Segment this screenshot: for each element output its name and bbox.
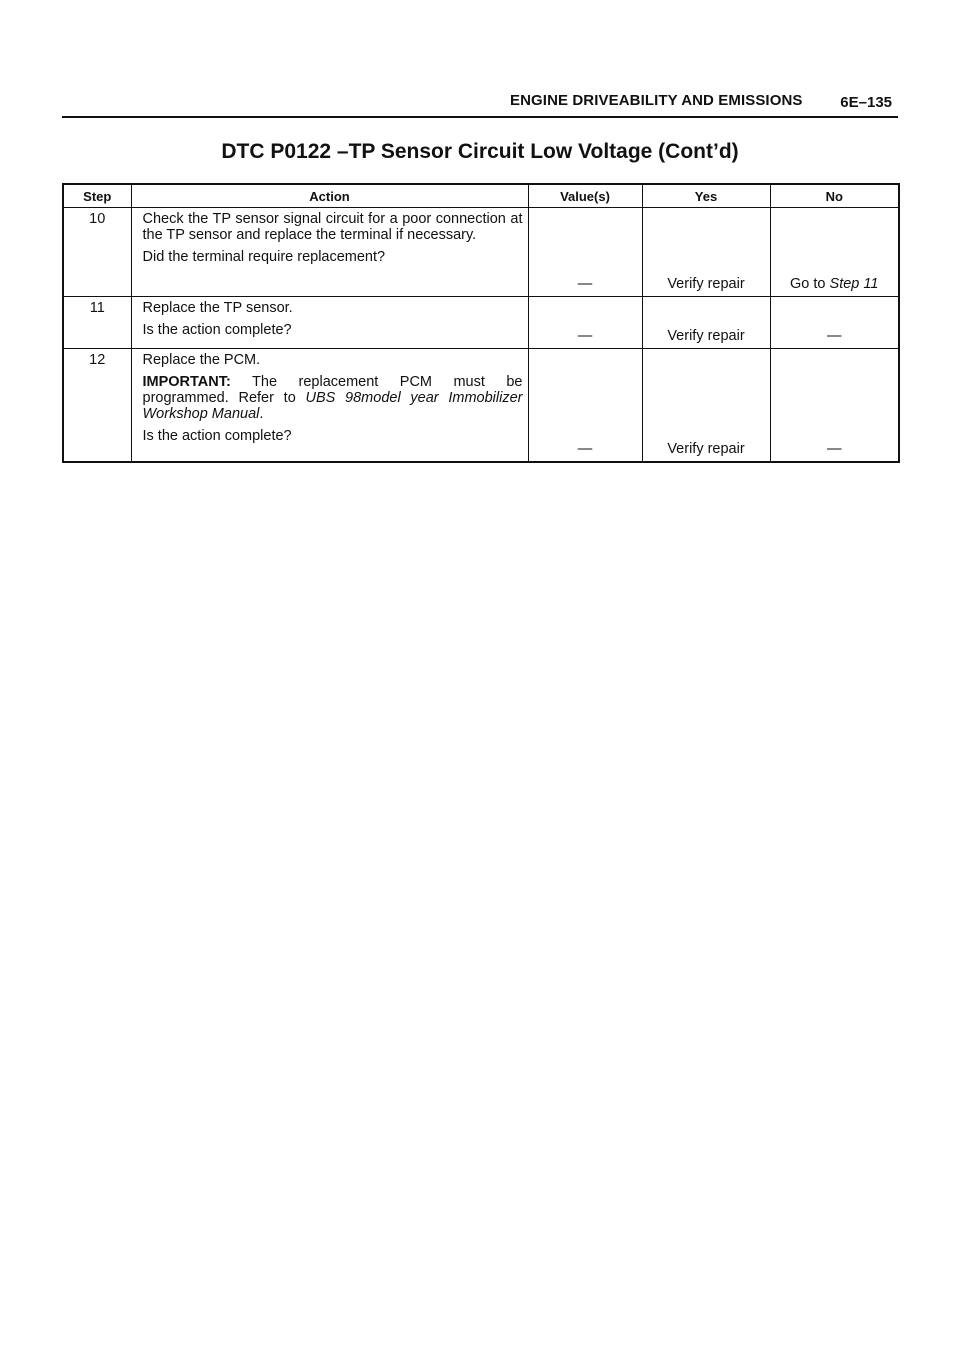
important-label: IMPORTANT: — [142, 374, 231, 390]
table-header-row — [63, 184, 899, 208]
action-instruction: Check the TP sensor signal circuit for a poor connection at the TP sensor and replace the terminal if necessary. — [142, 211, 523, 243]
table-row — [63, 297, 899, 349]
value-cell: — — [528, 349, 642, 462]
no-cell: — — [770, 349, 899, 462]
no-cell — [770, 208, 899, 297]
important-note — [143, 374, 523, 422]
section-title: ENGINE DRIVEABILITY AND EMISSIONS — [510, 92, 803, 109]
diagnostic-table — [62, 183, 900, 463]
yes-cell: Verify repair — [642, 349, 770, 462]
step-reference-link[interactable]: Step 11 — [829, 276, 879, 292]
value-cell: — — [528, 208, 642, 297]
step-number: 11 — [63, 297, 131, 349]
action-question: Is the action complete? — [142, 322, 292, 338]
column-header-action: Action — [131, 184, 528, 208]
no-cell: — — [770, 297, 899, 349]
action-cell — [131, 349, 528, 462]
step-number: 10 — [63, 208, 131, 297]
action-question: Did the terminal require replacement? — [142, 249, 386, 265]
column-header-step: Step — [63, 184, 131, 208]
yes-cell: Verify repair — [642, 297, 770, 349]
column-header-values: Value(s) — [528, 184, 642, 208]
column-header-no: No — [770, 184, 899, 208]
important-end: . — [259, 406, 264, 422]
action-cell — [131, 297, 528, 349]
value-cell: — — [528, 297, 642, 349]
action-question: Is the action complete? — [142, 428, 292, 444]
no-prefix: Go to — [790, 276, 830, 292]
manual-reference: UBS 98model year Immobilizer Workshop Manual — [142, 390, 523, 422]
table-row — [63, 208, 899, 297]
important-text: The replacement PCM must be programmed. Refer to — [142, 374, 523, 406]
action-instruction: Replace the PCM. — [142, 352, 261, 368]
page-number: 6E–135 — [840, 94, 892, 111]
step-number: 12 — [63, 349, 131, 462]
column-header-yes: Yes — [642, 184, 770, 208]
document-title: DTC P0122 –TP Sensor Circuit Low Voltage (Cont’d) — [221, 140, 739, 163]
action-cell — [131, 208, 528, 297]
table-row — [63, 349, 899, 462]
yes-cell: Verify repair — [642, 208, 770, 297]
page-header — [62, 88, 898, 118]
action-instruction: Replace the TP sensor. — [142, 300, 293, 316]
